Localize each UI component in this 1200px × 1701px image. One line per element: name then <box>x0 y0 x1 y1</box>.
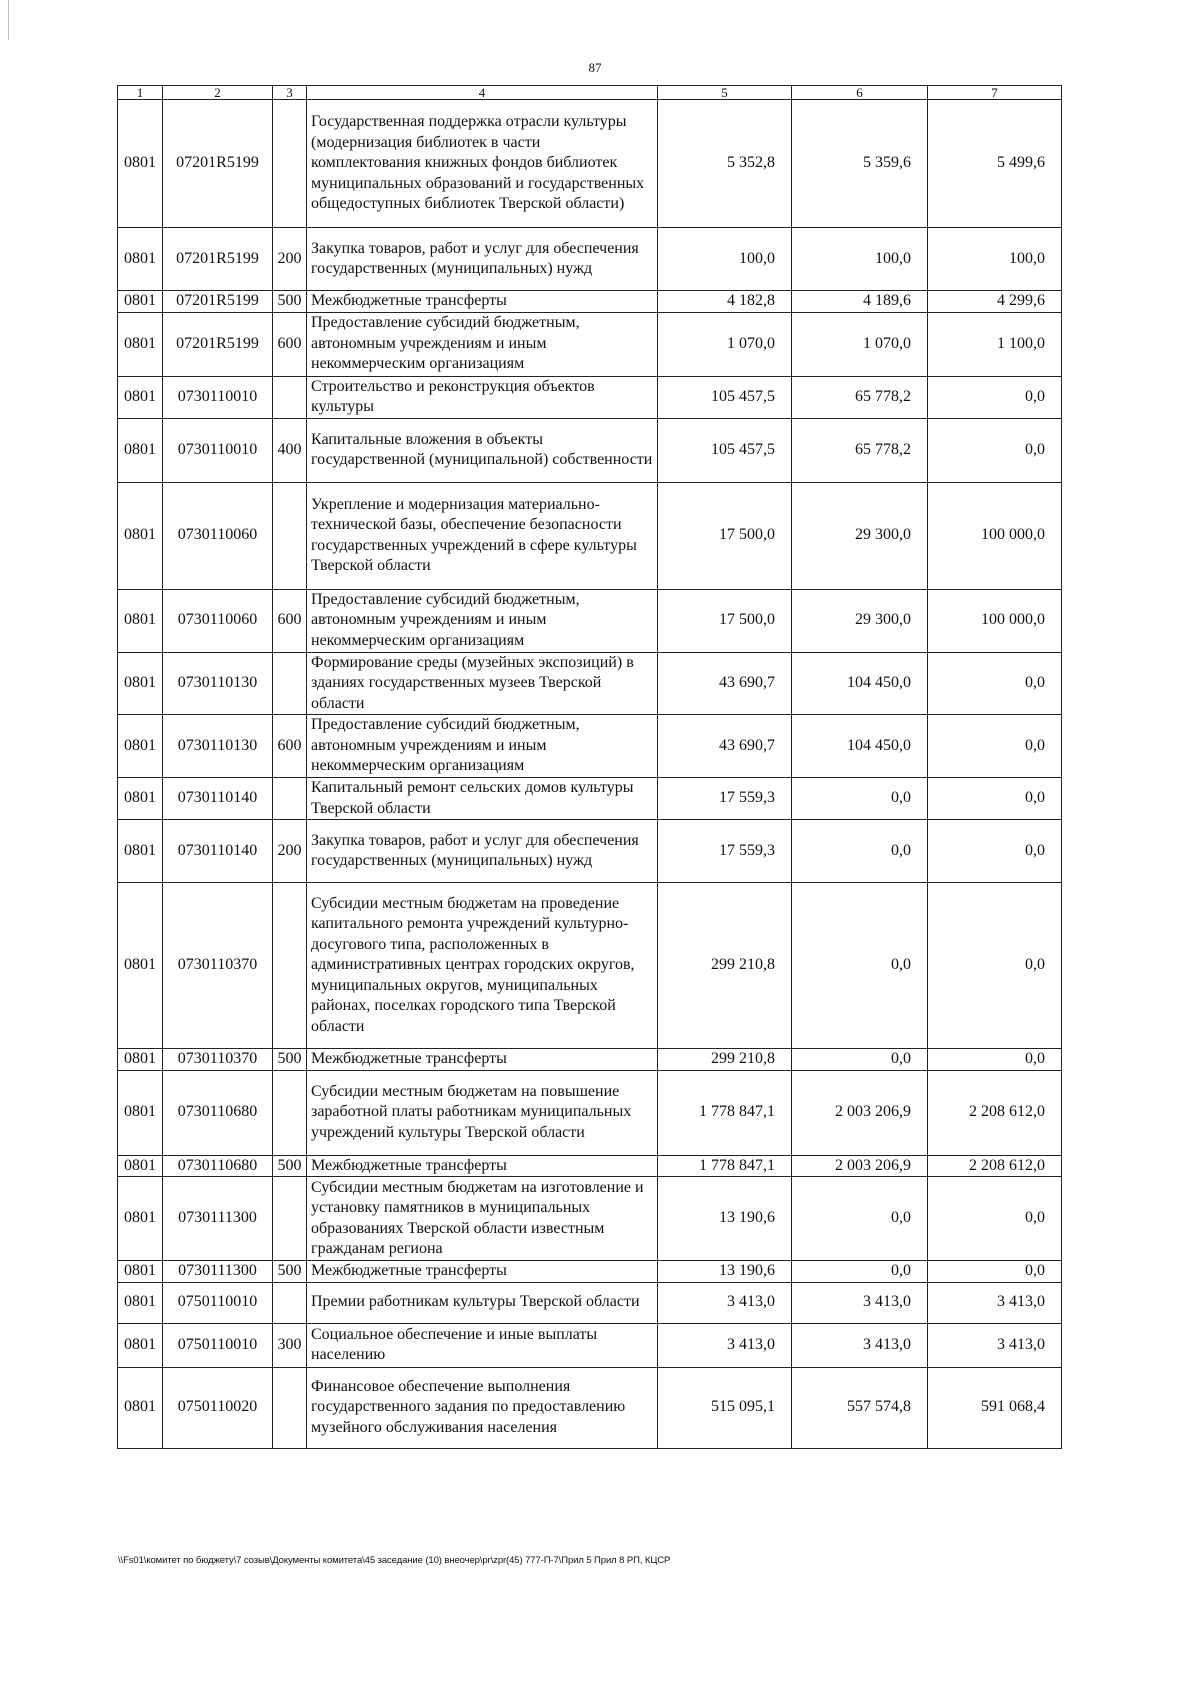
column-number-row <box>118 86 1062 100</box>
table-row <box>118 715 1062 778</box>
amount-year-1: 515 095,1 <box>658 1367 792 1448</box>
amount-year-2: 0,0 <box>792 778 928 820</box>
page-number: 87 <box>588 60 602 75</box>
amount-year-1: 3 413,0 <box>658 1323 792 1367</box>
scan-edge-mark <box>8 0 9 40</box>
amount-year-3: 100 000,0 <box>928 589 1062 652</box>
table-row <box>118 1282 1062 1323</box>
section-code: 0801 <box>118 1282 163 1323</box>
target-article-code: 0730110680 <box>163 1155 273 1177</box>
section-code: 0801 <box>118 418 163 482</box>
item-name: Субсидии местным бюджетам на повышение заработной платы работникам муниципальных учреждений культуры Тверской области <box>307 1070 658 1155</box>
target-article-code: 0750110010 <box>163 1323 273 1367</box>
amount-year-1: 43 690,7 <box>658 652 792 715</box>
expense-type-code <box>273 100 307 228</box>
expense-type-code: 200 <box>273 820 307 883</box>
amount-year-3: 100 000,0 <box>928 482 1062 589</box>
section-code: 0801 <box>118 228 163 291</box>
table-row <box>118 312 1062 376</box>
amount-year-3: 4 299,6 <box>928 291 1062 313</box>
amount-year-2: 3 413,0 <box>792 1282 928 1323</box>
column-header: 5 <box>658 86 792 100</box>
table-row <box>118 820 1062 883</box>
target-article-code: 07201R5199 <box>163 291 273 313</box>
table-row <box>118 482 1062 589</box>
amount-year-1: 299 210,8 <box>658 883 792 1049</box>
amount-year-3: 2 208 612,0 <box>928 1155 1062 1177</box>
table-row <box>118 1323 1062 1367</box>
section-code: 0801 <box>118 312 163 376</box>
amount-year-1: 13 190,6 <box>658 1177 792 1261</box>
target-article-code: 0730110370 <box>163 883 273 1049</box>
section-code: 0801 <box>118 820 163 883</box>
amount-year-2: 0,0 <box>792 1049 928 1071</box>
item-name: Капитальные вложения в объекты государственной (муниципальной) собственности <box>307 418 658 482</box>
item-name: Межбюджетные трансферты <box>307 1261 658 1283</box>
budget-table <box>117 85 1062 1449</box>
amount-year-2: 4 189,6 <box>792 291 928 313</box>
target-article-code: 0750110010 <box>163 1282 273 1323</box>
section-code: 0801 <box>118 1261 163 1283</box>
target-article-code: 0730110130 <box>163 652 273 715</box>
expense-type-code: 300 <box>273 1323 307 1367</box>
section-code: 0801 <box>118 100 163 228</box>
item-name: Капитальный ремонт сельских домов культуры Тверской области <box>307 778 658 820</box>
section-code: 0801 <box>118 652 163 715</box>
column-header: 4 <box>307 86 658 100</box>
amount-year-3: 2 208 612,0 <box>928 1070 1062 1155</box>
amount-year-1: 43 690,7 <box>658 715 792 778</box>
file-path-footer: \\Fs01\комитет по бюджету\7 созыв\Документы комитета\45 заседание (10) внеочер\pr\zpr(45) 777-П-7\Прил 5 Прил 8 РП, КЦСР <box>118 1555 671 1566</box>
table-row <box>118 1155 1062 1177</box>
amount-year-2: 0,0 <box>792 1177 928 1261</box>
amount-year-2: 1 070,0 <box>792 312 928 376</box>
expense-type-code: 500 <box>273 1261 307 1283</box>
column-header: 1 <box>118 86 163 100</box>
amount-year-1: 17 559,3 <box>658 820 792 883</box>
target-article-code: 0730110140 <box>163 820 273 883</box>
amount-year-3: 0,0 <box>928 1177 1062 1261</box>
item-name: Предоставление субсидий бюджетным, автономным учреждениям и иным некоммерческим организациям <box>307 312 658 376</box>
expense-type-code <box>273 778 307 820</box>
expense-type-code: 500 <box>273 1049 307 1071</box>
amount-year-1: 13 190,6 <box>658 1261 792 1283</box>
column-header: 2 <box>163 86 273 100</box>
expense-type-code: 200 <box>273 228 307 291</box>
amount-year-2: 104 450,0 <box>792 652 928 715</box>
expense-type-code: 400 <box>273 418 307 482</box>
amount-year-3: 0,0 <box>928 1049 1062 1071</box>
section-code: 0801 <box>118 1177 163 1261</box>
amount-year-1: 17 500,0 <box>658 589 792 652</box>
table-row <box>118 291 1062 313</box>
expense-type-code: 600 <box>273 312 307 376</box>
item-name: Формирование среды (музейных экспозиций) в зданиях государственных музеев Тверской области <box>307 652 658 715</box>
section-code: 0801 <box>118 883 163 1049</box>
item-name: Субсидии местным бюджетам на изготовление и установку памятников в муниципальных образованиях Тверской области известным гражданам региона <box>307 1177 658 1261</box>
amount-year-1: 299 210,8 <box>658 1049 792 1071</box>
expense-type-code: 600 <box>273 589 307 652</box>
amount-year-2: 557 574,8 <box>792 1367 928 1448</box>
item-name: Субсидии местным бюджетам на проведение капитального ремонта учреждений культурно-досугового типа, расположенных в административных центрах городских округов, муниципальных округов, муниципальных районах, поселках городского типа Тверской области <box>307 883 658 1049</box>
target-article-code: 0730111300 <box>163 1261 273 1283</box>
amount-year-2: 100,0 <box>792 228 928 291</box>
amount-year-3: 0,0 <box>928 1261 1062 1283</box>
section-code: 0801 <box>118 1323 163 1367</box>
section-code: 0801 <box>118 589 163 652</box>
amount-year-3: 0,0 <box>928 652 1062 715</box>
item-name: Премии работникам культуры Тверской области <box>307 1282 658 1323</box>
column-header: 7 <box>928 86 1062 100</box>
table-row <box>118 1261 1062 1283</box>
amount-year-1: 105 457,5 <box>658 418 792 482</box>
section-code: 0801 <box>118 1155 163 1177</box>
amount-year-1: 3 413,0 <box>658 1282 792 1323</box>
expense-type-code <box>273 1367 307 1448</box>
section-code: 0801 <box>118 778 163 820</box>
target-article-code: 0730110680 <box>163 1070 273 1155</box>
item-name: Межбюджетные трансферты <box>307 1049 658 1071</box>
amount-year-3: 591 068,4 <box>928 1367 1062 1448</box>
table-row <box>118 1177 1062 1261</box>
expense-type-code: 500 <box>273 291 307 313</box>
table-row <box>118 100 1062 228</box>
amount-year-1: 4 182,8 <box>658 291 792 313</box>
expense-type-code <box>273 883 307 1049</box>
amount-year-3: 0,0 <box>928 778 1062 820</box>
target-article-code: 0750110020 <box>163 1367 273 1448</box>
amount-year-2: 0,0 <box>792 820 928 883</box>
expense-type-code <box>273 1282 307 1323</box>
table-row <box>118 589 1062 652</box>
table-row <box>118 778 1062 820</box>
section-code: 0801 <box>118 1070 163 1155</box>
target-article-code: 0730110010 <box>163 376 273 418</box>
item-name: Укрепление и модернизация материально-технической базы, обеспечение безопасности государственных учреждений в сфере культуры Тверской области <box>307 482 658 589</box>
amount-year-2: 29 300,0 <box>792 589 928 652</box>
column-header: 3 <box>273 86 307 100</box>
amount-year-2: 0,0 <box>792 1261 928 1283</box>
target-article-code: 0730110010 <box>163 418 273 482</box>
amount-year-3: 1 100,0 <box>928 312 1062 376</box>
item-name: Социальное обеспечение и иные выплаты населению <box>307 1323 658 1367</box>
expense-type-code <box>273 376 307 418</box>
amount-year-3: 3 413,0 <box>928 1323 1062 1367</box>
amount-year-2: 0,0 <box>792 883 928 1049</box>
amount-year-1: 1 778 847,1 <box>658 1070 792 1155</box>
section-code: 0801 <box>118 715 163 778</box>
amount-year-2: 65 778,2 <box>792 376 928 418</box>
item-name: Закупка товаров, работ и услуг для обеспечения государственных (муниципальных) нужд <box>307 820 658 883</box>
table-row <box>118 376 1062 418</box>
amount-year-2: 2 003 206,9 <box>792 1070 928 1155</box>
table-row <box>118 1367 1062 1448</box>
amount-year-2: 29 300,0 <box>792 482 928 589</box>
amount-year-2: 104 450,0 <box>792 715 928 778</box>
target-article-code: 0730110060 <box>163 482 273 589</box>
item-name: Финансовое обеспечение выполнения государственного задания по предоставлению музейного обслуживания населения <box>307 1367 658 1448</box>
expense-type-code <box>273 1177 307 1261</box>
amount-year-1: 5 352,8 <box>658 100 792 228</box>
expense-type-code <box>273 482 307 589</box>
section-code: 0801 <box>118 376 163 418</box>
amount-year-2: 5 359,6 <box>792 100 928 228</box>
table-row <box>118 228 1062 291</box>
section-code: 0801 <box>118 1367 163 1448</box>
item-name: Предоставление субсидий бюджетным, автономным учреждениям и иным некоммерческим организациям <box>307 589 658 652</box>
amount-year-3: 0,0 <box>928 820 1062 883</box>
expense-type-code: 500 <box>273 1155 307 1177</box>
amount-year-3: 3 413,0 <box>928 1282 1062 1323</box>
target-article-code: 07201R5199 <box>163 100 273 228</box>
amount-year-1: 105 457,5 <box>658 376 792 418</box>
amount-year-3: 100,0 <box>928 228 1062 291</box>
section-code: 0801 <box>118 1049 163 1071</box>
amount-year-3: 0,0 <box>928 376 1062 418</box>
amount-year-2: 65 778,2 <box>792 418 928 482</box>
amount-year-3: 5 499,6 <box>928 100 1062 228</box>
target-article-code: 07201R5199 <box>163 312 273 376</box>
item-name: Закупка товаров, работ и услуг для обеспечения государственных (муниципальных) нужд <box>307 228 658 291</box>
amount-year-1: 1 778 847,1 <box>658 1155 792 1177</box>
section-code: 0801 <box>118 291 163 313</box>
amount-year-2: 3 413,0 <box>792 1323 928 1367</box>
item-name: Предоставление субсидий бюджетным, автономным учреждениям и иным некоммерческим организациям <box>307 715 658 778</box>
section-code: 0801 <box>118 482 163 589</box>
amount-year-1: 1 070,0 <box>658 312 792 376</box>
item-name: Государственная поддержка отрасли культуры (модернизация библиотек в части комплектования книжных фондов библиотек муниципальных образований и государственных общедоступных библиотек Тверской области) <box>307 100 658 228</box>
amount-year-3: 0,0 <box>928 883 1062 1049</box>
expense-type-code <box>273 652 307 715</box>
amount-year-1: 17 559,3 <box>658 778 792 820</box>
item-name: Строительство и реконструкция объектов культуры <box>307 376 658 418</box>
amount-year-3: 0,0 <box>928 715 1062 778</box>
table-row <box>118 1070 1062 1155</box>
table-row <box>118 418 1062 482</box>
item-name: Межбюджетные трансферты <box>307 1155 658 1177</box>
target-article-code: 0730111300 <box>163 1177 273 1261</box>
target-article-code: 0730110130 <box>163 715 273 778</box>
column-header: 6 <box>792 86 928 100</box>
target-article-code: 07201R5199 <box>163 228 273 291</box>
amount-year-1: 17 500,0 <box>658 482 792 589</box>
amount-year-2: 2 003 206,9 <box>792 1155 928 1177</box>
table-row <box>118 883 1062 1049</box>
table-row <box>118 652 1062 715</box>
table-row <box>118 1049 1062 1071</box>
expense-type-code <box>273 1070 307 1155</box>
amount-year-3: 0,0 <box>928 418 1062 482</box>
target-article-code: 0730110060 <box>163 589 273 652</box>
item-name: Межбюджетные трансферты <box>307 291 658 313</box>
target-article-code: 0730110370 <box>163 1049 273 1071</box>
amount-year-1: 100,0 <box>658 228 792 291</box>
target-article-code: 0730110140 <box>163 778 273 820</box>
expense-type-code: 600 <box>273 715 307 778</box>
